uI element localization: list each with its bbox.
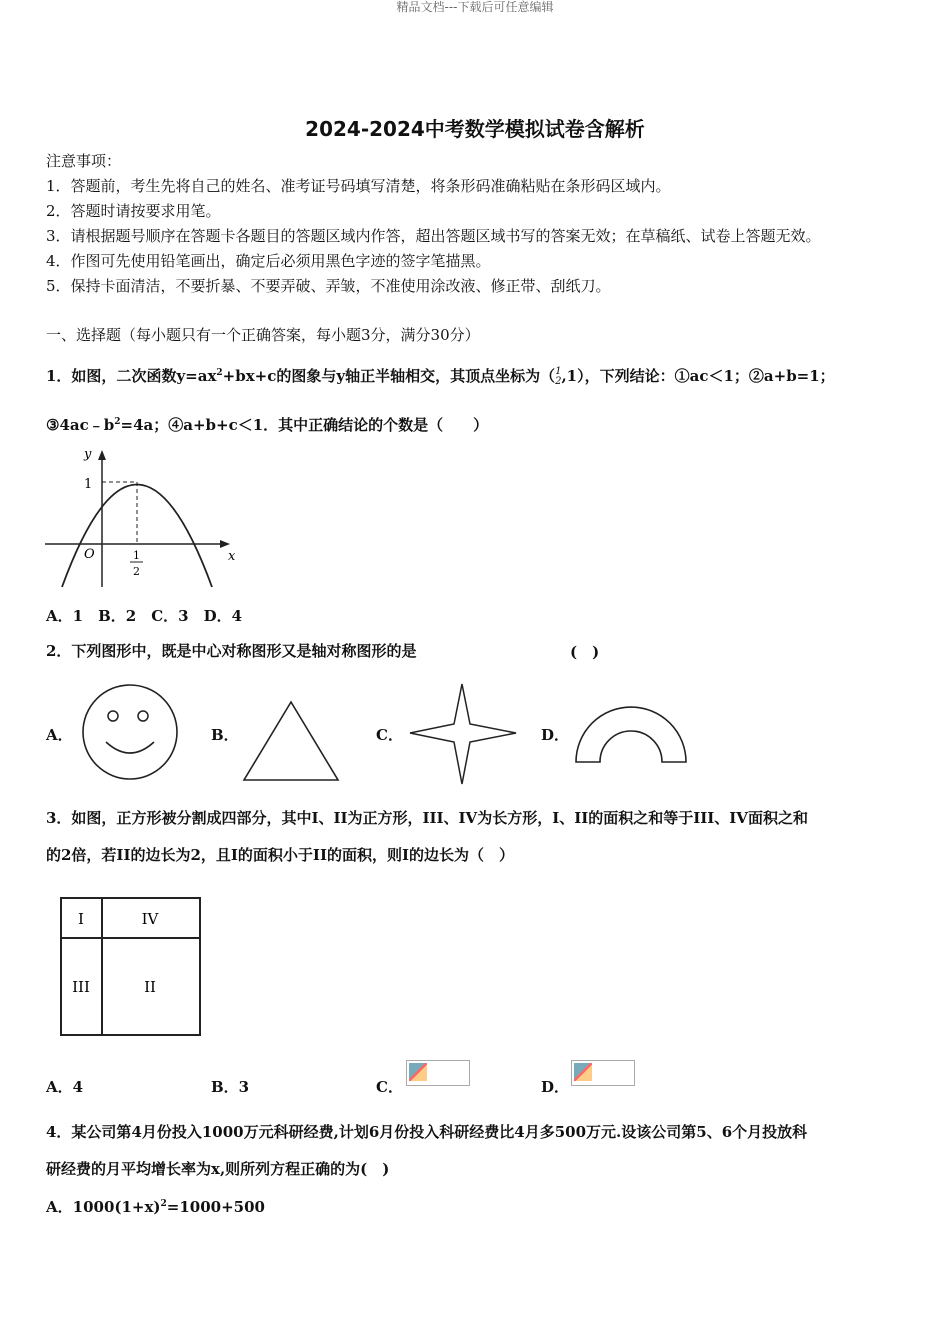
note-item: 1．答题前，考生先将自己的姓名、准考证号码填写清楚，将条形码准确粘贴在条形码区域内。: [46, 177, 671, 195]
tick-label-1: 1: [84, 477, 93, 492]
y-axis-label: y: [84, 447, 92, 462]
x-axis-label: x: [228, 549, 236, 564]
question-2-paren: ( ): [570, 643, 600, 661]
question-1-options: A．1 B．2 C．3 D．4: [46, 607, 243, 625]
notes-heading: 注意事项：: [46, 152, 122, 170]
question-3-option-b: B．3: [211, 1078, 250, 1096]
origin-label: O: [84, 547, 95, 562]
note-item: 4．作图可先使用铅笔画出，确定后必须用黑色字迹的签字笔描黑。: [46, 252, 491, 270]
page-title: 2024-2024中考数学模拟试卷含解析: [305, 117, 645, 141]
note-item: 5．保持卡面清洁，不要折暴、不要弄破、弄皱，不准使用涂改液、修正带、刮纸刀。: [46, 277, 611, 295]
question-3-option-d: D．: [541, 1078, 570, 1096]
question-4-option-a: A．$1000(1+x)^2=1000+500$: [46, 1198, 265, 1216]
semicircle-arch-figure: [568, 690, 694, 770]
question-1-line-2: $③4ac﹣b^2=4a$；④a+b+c＜1．其中正确结论的个数是（ ）: [46, 416, 489, 434]
section-heading: 一、选择题（每小题只有一个正确答案，每小题3分，满分30分）: [46, 326, 480, 344]
option-a-label: A．: [46, 726, 73, 744]
cell-label-I: I: [78, 910, 84, 928]
cell-label-IV: IV: [141, 910, 159, 928]
question-4-line-1: 4．某公司第4月份投入1000万元科研经费,计划6月份投入科研经费比4月多500万元.设该公司第5、6个月投放科: [46, 1123, 808, 1141]
option-b-label: B．: [211, 726, 239, 744]
question-4-line-2: 研经费的月平均增长率为x,则所列方程正确的为( ): [46, 1160, 390, 1178]
question-1-line-1: 1．如图，二次函数$y=ax^2+bx+c$的图象与y轴正半轴相交，其顶点坐标为（1 2,1），下列结论：①ac＜1；②a+b=1；: [46, 366, 835, 387]
question-3-line-1: 3．如图，正方形被分割成四部分，其中I、II为正方形，III、IV为长方形，I、II的面积之和等于III、IV面积之和: [46, 809, 808, 827]
question-3-line-2: 的2倍，若II的边长为2，且I的面积小于II的面积，则I的边长为（ ）: [46, 846, 514, 864]
smiley-face-figure: [78, 680, 182, 784]
cell-label-III: III: [72, 978, 90, 996]
broken-image-icon: [571, 1060, 635, 1086]
divided-square-figure: [58, 894, 204, 1038]
four-point-star-figure: [406, 680, 520, 788]
question-2-text: 2．下列图形中，既是中心对称图形又是轴对称图形的是: [46, 642, 417, 660]
note-item: 3．请根据题号顺序在答题卡各题目的答题区域内作答，超出答题区域书写的答案无效；在草稿纸、试卷上答题无效。: [46, 227, 821, 245]
question-3-option-a: A．4: [46, 1078, 84, 1096]
page-header: 精品文档---下载后可任意编辑: [396, 0, 554, 14]
tick-label-half-num: 1: [133, 549, 140, 562]
question-3-option-c: C．: [376, 1078, 403, 1096]
note-item: 2．答题时请按要求用笔。: [46, 202, 221, 220]
triangle-figure: [240, 696, 344, 786]
parabola-graph: [40, 442, 250, 592]
broken-image-icon: [406, 1060, 470, 1086]
option-d-label: D．: [541, 726, 570, 744]
option-c-label: C．: [376, 726, 403, 744]
tick-label-half-den: 2: [133, 565, 140, 578]
cell-label-II: II: [144, 978, 156, 996]
